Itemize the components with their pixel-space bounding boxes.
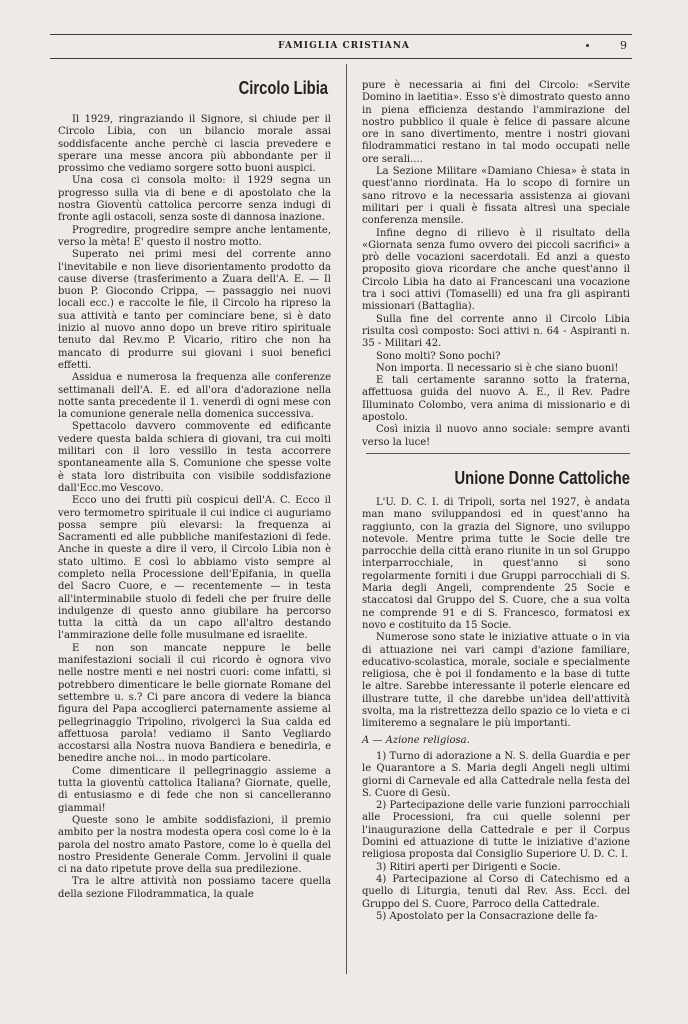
left-column [58,114,331,901]
paragraph: Progredire, progredire sempre anche lentamente, verso la mèta! E' questo il nostro motto. [58,224,331,248]
paragraph: Superato nei primi mesi del corrente anno l'inevitabile e non lieve disorientamento prodotto da cause diverse (trasferimento a Zuara dell'A. E. — Il buon P. Giocondo Crippa, — passaggio nei nuovi locali ecc.) e raccolte le file, il Circolo ha ripreso la sua attività e tanto per cominciare bene, si è dato inizio al nuovo anno dopo un breve ritiro spirituale tenuto dal Rev.mo P. Vicario, ritiro che non ha mancato di produrre sui giovani i suoi benefici effetti. [58,249,331,371]
paragraph: Ecco uno dei frutti più cospicui dell'A. C. Ecco il vero termometro spirituale il cui indice ci auguriamo possa sempre più elevarsi: la frequenza ai Sacramenti ed alle pubbliche manifestazioni di fede. Anche in queste a dire il vero, il Circolo Libia non è stato ultimo. E così lo abbiamo visto sempre al completo nella Processione dell'Epifania, in quella del Sacro Cuore, e — recentemente — in testa all'interminabile stuolo di fedeli che per fruire delle indulgenze di questo anno giubilare ha percorso tutta la città da un capo all'altro destando l'ammirazione delle folle musulmane ed israelite. [58,495,331,642]
list-item: 3) Ritiri aperti per Dirigenti e Socie. [376,861,561,873]
paragraph: Spettacolo davvero commovente ed edificante vedere questa balda schiera di giovani, tra cui molti militari con il loro vessillo in testa accorrere spontaneamente alla S. Comunione che spesse volte è stata loro distribuita con visibile soddisfazione dall'Ecc.mo Vescovo. [58,421,331,494]
header-bottom-rule [50,58,632,59]
paragraph: Il 1929, ringraziando il Signore, si chiude per il Circolo Libia, con un bilancio morale assai soddisfacente anche perchè ci lascia prevedere e sperare una messe ancora più abbondante per il prossimo che vediamo sorgere sotto buoni auspici. [58,114,331,175]
paragraph: pure è necessaria ai fini del Circolo: «Servite Domino in laetitia». Esso s'è dimostrato questo anno in piena efficienza destando l'ammirazione del nostro pubblico il quale è felice di passare alcune ore in sano divertimento, mentre i nostri giovani filodrammatici restano in tal modo occupati nelle ore serali.... [362,80,630,165]
paragraph: E tali certamente saranno sotto la fraterna, affettuosa guida del nuovo A. E., il Rev. Padre Illuminato Colombo, vera anima di missionario e di apostolo. [362,375,630,424]
page-number: 9 [620,39,627,52]
section-divider [366,453,630,454]
paragraph: Infine degno di rilievo è il risultato della «Giornata senza fumo ovvero dei piccoli sacrifici» a prò delle vocazioni sacerdotali. Ed anzi a questo proposito giova ricordare che anche quest'anno il Circolo Libia ha dato ai Francescani una vocazione tra i soci attivi (Tomaselli) ed una fra gli aspiranti missionari (Battaglia). [362,227,630,313]
paragraph: Sono molti? Sono pochi? [376,350,501,362]
paragraph: Non importa. Il necessario si è che siano buoni! [376,362,619,374]
paragraph: Una cosa ci consola molto: il 1929 segna un progresso sulla via di bene e di apostolato che la nostra Gioventù cattolica percorre senza indugi di fronte agli ostacoli, senza soste di dannosa inazione. [58,175,331,224]
section-title-circolo-libia: Circolo Libia [238,78,328,98]
paragraph: Numerose sono state le iniziative attuate o in via di attuazione nei vari campi d'azione familiare, educativo-scolastica, morale, sociale e specialmente religiosa, che è poi il fondamento e la base di tutte le altre. Sarebbe interessante il poterle elencare ed illustrare tutte, il che darebbe un'idea dell'attività svolta, ma la ristrettezza dello spazio ce lo vieta e ci limiteremo a segnalare le più importanti. [362,632,630,730]
header-dot [586,44,589,47]
paragraph: E non son mancate neppure le belle manifestazioni sociali il cui ricordo è ognora vivo nelle nostre menti e nei nostri cuori: come infatti, si potrebbero dimenticare le belle giornate Romane del settembre u. s.? Ci pare ancora di vedere la bianca figura del Papa accoglierci paternamente assieme al pellegrinaggio Tripolino, rivolgerci la Sua calda ed affettuosa parola! vediamo il Santo Vegliardo accostarsi alla Nostra nuova Bandiera e benedirla, e benedire anche noi... in modo particolare. [58,642,331,765]
running-head: FAMIGLIA CRISTIANA [278,41,410,51]
list-item: 4) Partecipazione al Corso di Catechismo ed a quello di Liturgia, tenuti dal Rev. Ass. Eccl. del Gruppo del S. Cuore, Parroco della Cattedrale. [362,873,630,910]
paragraph: Come dimenticare il pellegrinaggio assieme a tutta la gioventù cattolica Italiana? Giornate, quelle, di entusiasmo e di fede che non si cancelleranno giammai! [58,765,331,814]
list-item: 2) Partecipazione delle varie funzioni parrocchiali alle Processioni, fra cui quelle solenni per l'inaugurazione della Cattedrale e per il Corpus Domini ed attuazione di tutte le iniziative d'azione religiosa proposta dal Consiglio Superiore U. D. C. I. [362,800,630,861]
right-column-bottom [362,497,630,923]
paragraph: La Sezione Militare «Damiano Chiesa» è stata in quest'anno riordinata. Ha lo scopo di fornire un sano ritrovo e la necessaria assistenza ai giovani militari per i quali è fissata altresì una speciale conferenza mensile. [362,166,630,227]
subheading: A — Azione religiosa. [362,734,470,746]
paragraph: L'U. D. C. I. di Tripoli, sorta nel 1927, è andata man mano sviluppandosi ed in quest'anno ha raggiunto, con la grazia del Signore, uno sviluppo notevole. Mentre prima tutte le Socie delle tre parrocchie della città erano riunite in un sol Gruppo interparrocchiale, in quest'anno si sono regolarmente forniti i due Gruppi parrocchiali di S. Maria degli Angeli, comprendente 25 Socie e staccatosi dal Gruppo del S. Cuore, che a sua volta ne comprende 91 e di S. Francesco, formatosi ex novo e costituito da 15 Socie. [362,497,630,631]
list-item: 1) Turno di adorazione a N. S. della Guardia e per le Quarantore a S. Maria degli Angeli negli ultimi giorni di Carnevale ed alla Cattedrale nella festa del S. Cuore di Gesù. [362,750,630,799]
right-column-top [362,80,630,449]
paragraph: Assidua e numerosa la frequenza alle conferenze settimanali dell'A. E. ed all'ora d'adorazione nella notte santa precedente il 1. venerdì di ogni mese con la comunione generale nella domenica successiva. [58,372,331,421]
paragraph: Sulla fine del corrente anno il Circolo Libia risulta così composto: Soci attivi n. 64 - Aspiranti n. 35 - Militari 42. [362,313,630,350]
header-top-rule [50,34,632,35]
paragraph: Queste sono le ambite soddisfazioni, il premio ambito per la nostra modesta opera così come lo è la parola del nostro amato Pastore, come lo è quella del nostro Presidente Generale Comm. Jervolini il quale ci na dato ripetute prove della sua predilezione. [58,814,331,876]
list-item: 5) Apostolato per la Consacrazione delle fa- [376,910,598,922]
column-divider [346,64,347,974]
section-title-unione-donne: Unione Donne Cattoliche [454,468,630,488]
paragraph: Tra le altre attività non possiamo tacere quella della sezione Filodrammatica, la quale [58,876,331,900]
paragraph: Così inizia il nuovo anno sociale: sempre avanti verso la luce! [362,424,630,448]
